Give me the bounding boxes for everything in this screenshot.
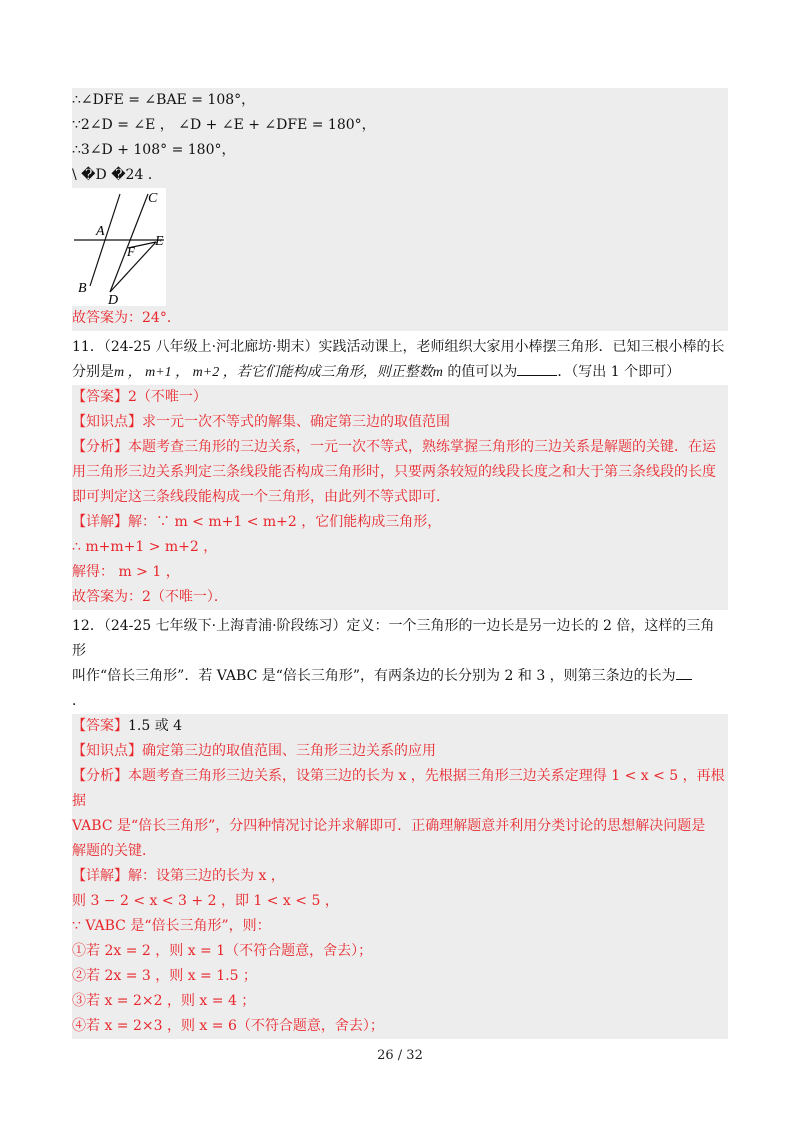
- analysis-line: VABC 是“倍长三角形”，分四种情况讨论并求解即可．正确理解题意并利用分类讨论的思想解决问题是: [72, 818, 706, 834]
- solution-block-top: [72, 88, 728, 331]
- label-f: F: [127, 244, 135, 259]
- knowledge-row: [72, 410, 728, 435]
- page-content: [72, 88, 728, 1039]
- label-a: A: [96, 224, 105, 239]
- answer-row: [72, 385, 728, 410]
- question-stem-line: 11．（24-25 八年级上·河北廊坊·期末）实践活动课上，老师组织大家用小棒摆三角形．已知三根小棒的长: [72, 339, 725, 355]
- label-e: E: [155, 234, 164, 249]
- answer-tag: 【答案】: [72, 389, 128, 405]
- detail-line: 则 3 − 2 < x < 3 + 2 ，即 1 < x < 5 ，: [72, 893, 339, 909]
- stem-text: 分别是: [72, 364, 114, 380]
- parallel-lines-diagram: [72, 188, 166, 306]
- detail-line: ∴ m+m+1 > m+2 ，: [72, 539, 218, 555]
- answer-value: 1.5 或 4: [128, 718, 183, 734]
- analysis-line: 【分析】本题考查三角形的三边关系，一元一次不等式，熟练掌握三角形的三边关系是解题的关键．在运: [72, 439, 716, 455]
- page-number: 26 / 32: [377, 1048, 423, 1063]
- detail-line: 故答案为：2（不唯一）．: [72, 589, 228, 605]
- detail-row: [72, 510, 728, 535]
- answer-line: 故答案为：24°．: [72, 310, 181, 326]
- knowledge-tag: 【知识点】: [72, 743, 142, 759]
- detail-line: ①若 2x = 2 ，则 x = 1（不符合题意，舍去）；: [72, 943, 373, 959]
- geometry-figure: [72, 188, 166, 306]
- detail-line: ②若 2x = 3 ，则 x = 1.5 ；: [72, 968, 257, 984]
- detail-row: [72, 864, 728, 889]
- detail-tag: 【详解】: [72, 514, 128, 530]
- detail-line: ④若 x = 2×3 ，则 x = 6（不符合题意，舍去）；: [72, 1018, 384, 1034]
- answer-tag: 【答案】: [72, 718, 128, 734]
- analysis-line: 解题的关键．: [72, 843, 156, 859]
- label-b: B: [78, 281, 87, 296]
- solution-block-12: [72, 714, 728, 1039]
- analysis-line: 用三角形三边关系判定三条线段能否构成三角形时，只要两条较短的线段长度之和大于第三条线段的长度: [72, 464, 716, 480]
- question-stem-line: 12．（24-25 七年级下·上海青浦·阶段练习）定义：一个三角形的一边长是另一边长的 2 倍，这样的三角形: [72, 618, 715, 659]
- knowledge-row: [72, 739, 728, 764]
- solution-line: [72, 113, 728, 138]
- knowledge-value: 确定第三边的取值范围、三角形三边关系的应用: [142, 743, 436, 759]
- answer-value: 2（不唯一）: [128, 389, 207, 405]
- equation-text: ∴∠DFE = ∠BAE = 108°，: [72, 92, 256, 108]
- detail-line: ③若 x = 2×2 ，则 x = 4 ；: [72, 993, 256, 1009]
- stem-text: 叫作“倍长三角形”．若 VABC 是“倍长三角形”，有两条边的长分别为 2 和 3 ，则第三条边的长为: [72, 668, 676, 684]
- figure-container: [72, 188, 728, 306]
- question-12: [72, 614, 728, 714]
- solution-line: [72, 163, 728, 188]
- detail-text: 解：∵ m < m+1 < m+2 ，它们能构成三角形，: [128, 514, 442, 530]
- knowledge-tag: 【知识点】: [72, 414, 142, 430]
- question-11: [72, 335, 728, 385]
- stem-variable: m: [432, 365, 443, 380]
- question-stem-line: ．: [72, 693, 86, 709]
- equation-text: \ �D �24 ．: [72, 167, 162, 183]
- analysis-line: 【分析】本题考查三角形三边关系，设第三边的长为 x ，先根据三角形三边关系定理得 1 < x < 5 ，再根据: [72, 768, 725, 809]
- analysis-line: 即可判定这三条线段能构成一个三角形，由此列不等式即可．: [72, 489, 450, 505]
- detail-text: 解：设第三边的长为 x ，: [128, 868, 285, 884]
- answer-row: [72, 714, 728, 739]
- question-stem-line: [72, 360, 728, 385]
- question-stem-line: [72, 664, 728, 689]
- solution-block-11: [72, 385, 728, 610]
- knowledge-value: 求一元一次不等式的解集、确定第三边的取值范围: [142, 414, 450, 430]
- answer-blank: [676, 665, 692, 680]
- stem-text: m ， m+1 ， m+2 ，若它们能构成三角形，则正整数: [114, 365, 433, 380]
- label-c: C: [148, 191, 158, 206]
- answer-blank: [517, 361, 557, 376]
- detail-tag: 【详解】: [72, 868, 128, 884]
- equation-text: ∵2∠D = ∠E ， ∠D + ∠E + ∠DFE = 180°，: [72, 117, 376, 133]
- detail-line: ∵ VABC 是“倍长三角形”，则：: [72, 918, 271, 934]
- label-d: D: [108, 293, 119, 306]
- solution-line: [72, 138, 728, 163]
- stem-text: ．（写出 1 个即可）: [557, 364, 681, 380]
- equation-text: ∴3∠D + 108° = 180°，: [72, 142, 236, 158]
- detail-line: 解得： m > 1 ，: [72, 564, 180, 580]
- stem-text: 的值可以为: [447, 364, 518, 380]
- solution-line: [72, 88, 728, 113]
